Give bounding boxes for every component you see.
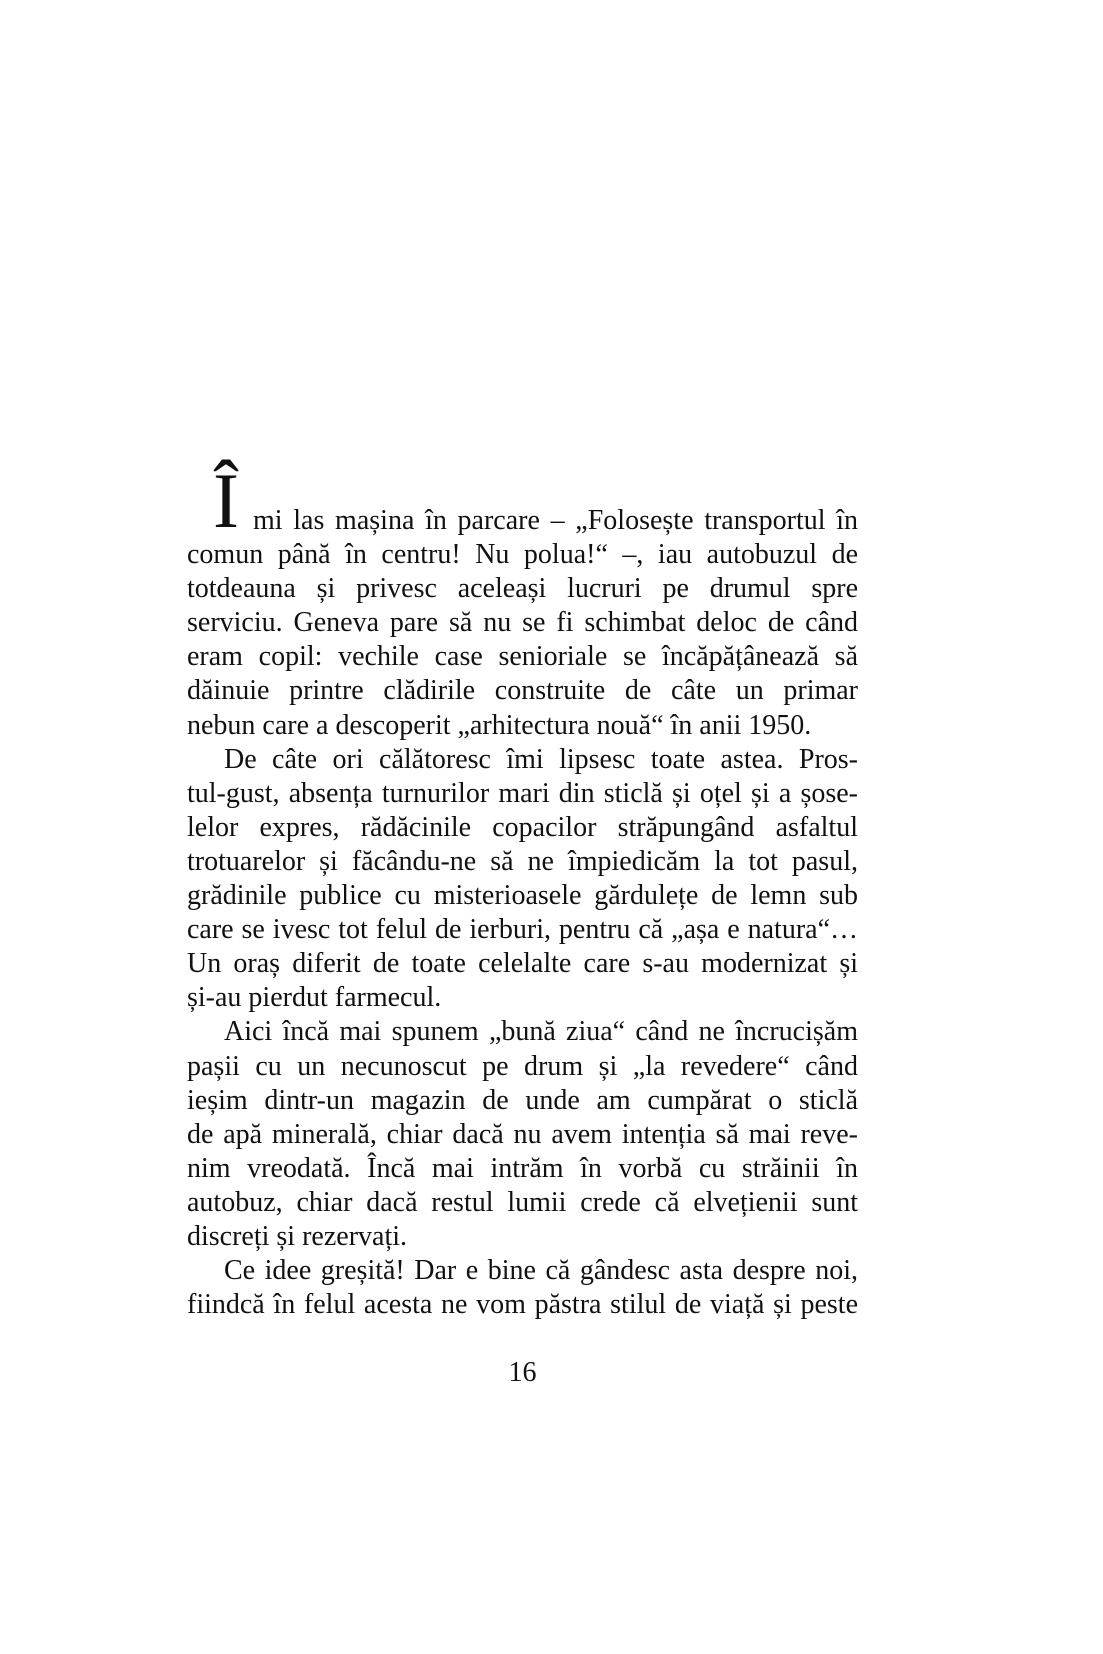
text-line: totdeauna și privesc aceleași lucruri pe drumul spre: [187, 573, 858, 605]
text-line: fiindcă în felul acesta ne vom păstra stilul de viață și peste: [187, 1289, 858, 1321]
text-line: trotuarelor și făcându-ne să ne împiedicăm la tot pasul,: [187, 845, 858, 877]
text-line: De câte ori călătoresc îmi lipsesc toate astea. Pros-: [224, 743, 858, 775]
text-line: Un oraș diferit de toate celelalte care s-au modernizat și: [187, 948, 858, 980]
text-line: nim vreodată. Încă mai intrăm în vorbă cu străinii în: [187, 1152, 858, 1184]
text-line: discreți și rezervați.: [187, 1220, 408, 1252]
text-line: care se ivesc tot felul de ierburi, pentru că „așa e natura“…: [187, 914, 858, 946]
text-line: mi las mașina în parcare – „Folosește transportul în: [253, 505, 858, 536]
text-line: lelor expres, rădăcinile copacilor străpungând asfaltul: [187, 811, 858, 843]
text-line: autobuz, chiar dacă restul lumii crede că elvețienii sunt: [187, 1186, 858, 1218]
text-line: grădinile publice cu misterioasele gărdulețe de lemn sub: [187, 880, 858, 912]
text-line: Ce idee greșită! Dar e bine că gândesc asta despre noi,: [224, 1255, 858, 1287]
text-line: tul-gust, absența turnurilor mari din sticlă și oțel și a șose-: [187, 777, 858, 809]
drop-cap: Î: [213, 457, 239, 544]
text-line: pașii cu un necunoscut pe drum și „la revedere“ când: [187, 1050, 858, 1082]
text-line: dăinuie printre clădirile construite de câte un primar: [187, 675, 858, 707]
text-line: comun până în centru! Nu polua!“ –, iau autobuzul de: [187, 539, 858, 571]
body-text: [187, 504, 858, 1322]
text-line: și-au pierdut farmecul.: [187, 982, 442, 1014]
text-line: ieșim dintr-un magazin de unde am cumpărat o sticlă: [187, 1084, 858, 1116]
text-line: nebun care a descoperit „arhitectura nouă“ în anii 1950.: [187, 709, 812, 741]
page-number: 16: [508, 1357, 537, 1388]
text-line: serviciu. Geneva pare să nu se fi schimbat deloc de când: [187, 607, 858, 639]
text-line: Aici încă mai spunem „bună ziua“ când ne încrucișăm: [224, 1016, 858, 1048]
text-line: eram copil: vechile case senioriale se încăpățânează să: [187, 641, 858, 673]
text-line: de apă minerală, chiar dacă nu avem intenția să mai reve-: [187, 1118, 858, 1150]
